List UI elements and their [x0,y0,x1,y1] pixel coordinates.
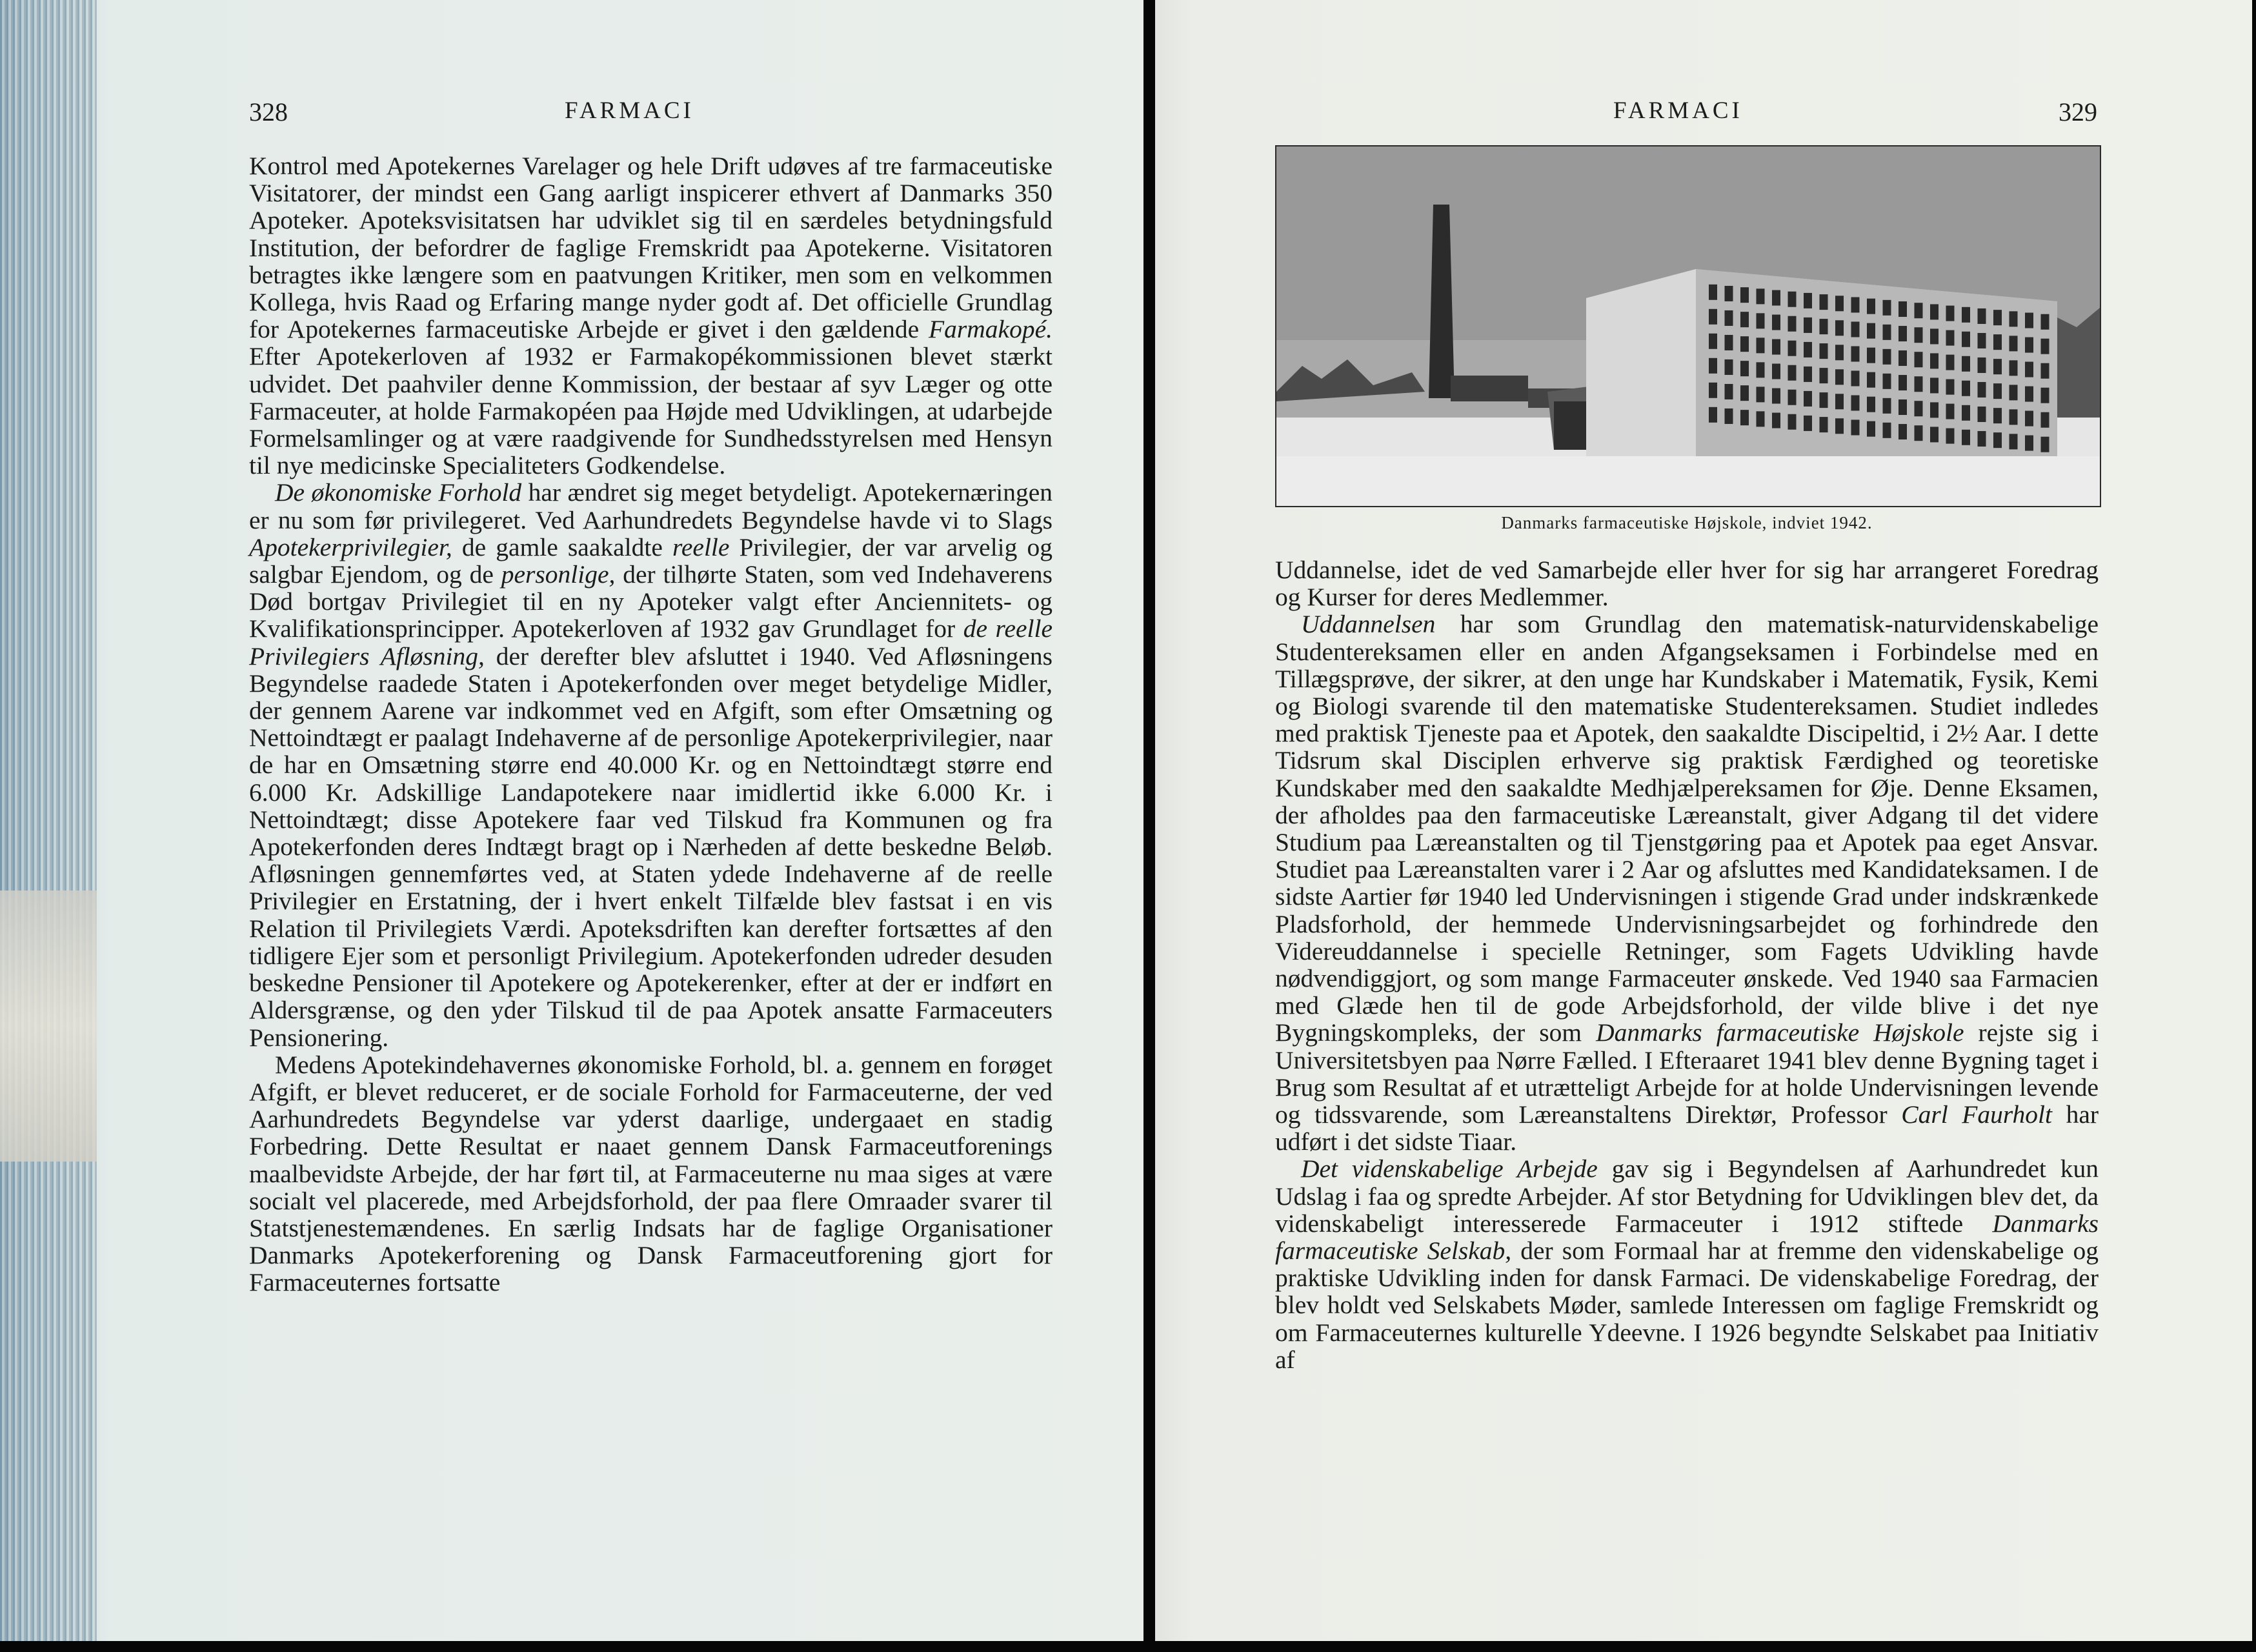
building-window [1867,348,1875,363]
building-window [1788,341,1797,356]
building-window [2041,388,2050,403]
building-window [1788,414,1797,430]
building-window [1709,407,1717,423]
text-run: der derefter blev afsluttet i 1940. Ved Afløsningens Begyndelse raadede Staten i Apotekerfonden over meget betydelige Midler, der gennem Aarene var indkommet ved en Afgift, som efter Omsætning og Nettoindtægt er paalagt Indehaverne af de personlige Apotekerprivilegier, naar de har en Omsætning større end 40.000 Kr. og en Nettoindtægt større end 6.000 Kr. Adskillige Landapotekere naar imidlertid ikke 6.000 Kr. i Nettoindtægt; disse Apotekere faar ved Tilskud fra Kommunen og fra Apotekerfonden deres Indtægt bragt op i Nærheden af dette beskedne Beløb. Afløsningen gennemførtes ved, at Staten ydede Indehaverne af de reelle Privilegier en Erstatning, der i hvert enkelt Tilfælde blev fastsat i en vis Relation til Privilegiets Værdi. Apoteksdriften kan derefter fortsættes af den tidligere Ejer som et personligt Privilegium. Apotekerfonden udreder desuden beskedne Pensioner til Apotekere og Apotekerenker, efter at der er indført en Aldersgrænse, og den yder Tilskud til de paa Apotek ansatte Farmaceuters Pensionering. [249,641,1052,1052]
building-window [2025,436,2033,451]
italic-text-run: Uddannelsen [1301,610,1436,639]
building-window [1725,408,1733,424]
page-edge-band [0,891,97,1162]
building-window [1898,301,1907,317]
italic-text-run: Farmakopé. [929,315,1052,344]
building-window [1915,303,1923,318]
building-window [2009,360,2018,376]
building-window [1883,300,1891,316]
building-window [1867,323,1875,339]
building-window [1709,383,1717,398]
building-window [1757,362,1765,378]
building-window [1804,317,1812,333]
text-run: Medens Apotekindehavernes økonomiske Forhold, bl. a. gennem en forøget Afgift, er blevet reduceret, er de sociale Forhold for Farmaceuterne, der ved Aarhundredets Begyndelse var yderst daarlige, undergaaet en stadig Forbedring. Dette Resultat er naaet gennem Dansk Farmaceutforenings maalbevidste Arbejde, der har ført til, at Farmaceuterne nu maa siges at være socialt vel placerede, med Arbejdsforhold, der paa flere Omraader svarer til Statstjenestemændenes. En særlig Indsats har de faglige Organisationer Danmarks Apotekerforening og Dansk Farmaceutforening gjort for Farmaceuternes fortsatte [249,1050,1052,1297]
building-window [1772,290,1780,306]
building-window [1820,343,1828,359]
building-window [1883,398,1891,414]
building-window [1867,397,1875,412]
building-window [1851,321,1860,337]
building-window [1820,368,1828,383]
building-window [1772,364,1780,379]
building-window [1883,374,1891,389]
building-window [1788,365,1797,381]
building-window [1740,410,1749,425]
building-window [1867,299,1875,314]
building-window [1898,424,1907,439]
building-window [1851,297,1860,312]
building-window [1804,391,1812,407]
building-window [1962,356,1970,372]
building-window [1867,421,1875,437]
building-window [1757,288,1765,304]
text-run: der tilhørte Staten, som ved Indehaverens Død bortgav Privilegiet til en ny Apoteker valgt efter Anciennitets- og Kvalifikationsprincipper. Apotekerloven af 1932 gav Grundlaget for [249,560,1052,643]
paragraph [249,1051,1052,1296]
text-run: Efter Apotekerloven af 1932 er Farmakopékommissionen blevet stærkt udvidet. Det paahviler denne Kommission, der bestaar af syv Læger og otte Farmaceuter, at holde Farmakopéen paa Højde med Udviklingen, at udarbejde Formelsamlinger og at være raadgivende for Sundhedsstyrelsen med Hensyn til nye medicinske Specialiteters Godkendelse. [249,342,1052,480]
italic-text-run: Danmarks farmaceutiske Højskole [1596,1018,1964,1047]
building-window [1993,310,2002,325]
building-window [1725,310,1733,326]
right-page [1155,0,2252,1641]
building-window [2041,363,2050,379]
building-window [2009,409,2018,425]
building-window [1851,370,1860,386]
building-window [2009,385,2018,400]
italic-text-run: Danmarks farmaceutiske Selskab, [1275,1209,2099,1265]
building-window [2041,412,2050,428]
building-window [1915,376,1923,392]
building-window [1962,381,1970,396]
building-window [2025,387,2033,402]
building-window [1757,337,1765,353]
building-window [1978,382,1986,398]
running-head-right: FARMACI [1613,97,1743,124]
italic-text-run: personlige, [501,560,616,589]
text-run: har udført i det sidste Tiaar. [1275,1100,2099,1156]
building-window [1915,401,1923,416]
building-window [1725,384,1733,399]
building-window [1946,355,1955,370]
building-window [1757,387,1765,402]
building-window [1851,346,1860,361]
building-window [1820,319,1828,334]
building-window [1835,296,1844,311]
building-window [1835,369,1844,385]
building-window [1725,335,1733,350]
building-window [1915,327,1923,343]
text-run: Kontrol med Apotekernes Varelager og hele Drift udøves af tre farmaceutiske Visitatorer, der mindst een Gang aarligt inspicerer ethvert af Danmarks 350 Apoteker. Apoteksvisitatsen har udviklet sig til en særdeles betydningsfuld Institution, der befordrer de faglige Fremskridt paa Apotekerne. Visitatoren betragtes ikke længere som en paatvungen Kritiker, men som en velkommen Kollega, hvis Raad og Erfaring mange nyder godt af. Det officielle Grundlag for Apotekernes farmaceutiske Arbejde er givet i den gældende [249,152,1052,344]
building-window [1820,294,1828,310]
building-window [1978,308,1986,324]
building-window [1946,379,1955,395]
building-window [1946,330,1955,346]
building-window [1740,336,1749,352]
building-window [1993,334,2002,350]
building-window [1930,304,1939,319]
building-illustration [1276,146,2100,506]
page-number-right: 329 [2059,97,2097,126]
building-window [1709,334,1717,349]
building-window [1772,388,1780,404]
building-window [2025,337,2033,353]
italic-text-run: Carl Faurholt [1901,1100,2053,1129]
building-window [1709,309,1717,325]
building-window [1930,402,1939,418]
building-window [1772,315,1780,330]
building-window [1772,413,1780,428]
building-window [1740,361,1749,376]
building-window [1993,408,2002,423]
building-window [1835,345,1844,360]
italic-text-run: De økonomiske Forhold [275,478,522,507]
page-edge-stack [0,0,97,1641]
building-window [1835,394,1844,409]
building-window [1898,326,1907,341]
building-window [1978,333,1986,348]
building-window [1740,385,1749,401]
building-window [1804,367,1812,382]
building-window [1757,313,1765,328]
building-photograph [1275,145,2101,507]
italic-text-run: Det videnskabelige Arbejde [1301,1154,1598,1184]
building-window [1725,286,1733,301]
building-window [1962,307,1970,323]
text-run: har som Grundlag den matematisk-naturvidenskabelige Studentereksamen eller en anden Afgangseksamen i Forbindelse med en Tillægsprøve, der sikrer, at den unge har Kundskaber i Matematik, Fysik, Kemi og Biologi svarende til den matematiske Studentereksamen. Studiet indledes med praktisk Tjeneste paa et Apotek, den saakaldte Discipeltid, i 2½ Aar. I dette Tidsrum skal Disciplen erhverve sig praktisk Færdighed og teoretiske Kundskaber med den saakaldte Medhjælpereksamen for Øje. Denne Eksamen, der afholdes paa den farmaceutiske Læreanstalt, giver Adgang til det videre Studium paa Læreanstalten og til Tjenstgøring paa et Apotek paa eget Ansvar. Studiet paa Læreanstalten varer i 2 Aar og afsluttes med Kandidateksamen. I de sidste Aartier før 1940 led Undervisningen i stigende Grad under indskrænkede Pladsforhold, der hemmede Undervisningsarbejdet og forhindrede den Videreuddannelse i specielle Retninger, som Fagets Udvikling havde nødvendiggjort, og som mange Farmaceuter ønskede. Ved 1940 saa Farmacien med Glæde hen til de gode Arbejdsforhold, der vilde blive i det nye Bygningskompleks, der som [1275,610,2099,1047]
text-run: rejste sig i Universitetsbyen paa Nørre Fælled. I Efteraaret 1941 blev denne Bygning taget i Brug som Resultat af et utrætteligt Arbejde for at holde Undervisningen levende og tidssvarende, som Læreanstaltens Direktør, Professor [1275,1018,2099,1129]
paragraph [1275,556,2099,610]
building-window [1851,395,1860,410]
building-window [1946,404,1955,419]
building-window [1962,430,1970,445]
building-window [1962,332,1970,347]
building-window [1740,312,1749,327]
italic-text-run: Apotekerprivilegier, [249,532,452,561]
building-window [1898,399,1907,415]
building-window [1740,287,1749,303]
building-window [1978,358,1986,373]
running-head-left: FARMACI [565,97,694,124]
building-window [2009,434,2018,449]
building-window [2041,339,2050,354]
building-window [1993,383,2002,399]
building-window [1835,418,1844,434]
building-window [1978,407,1986,422]
building-window [1978,431,1986,447]
building-window [2025,362,2033,378]
paragraph [249,479,1052,1051]
building-window [1883,349,1891,365]
building-window [1993,432,2002,448]
building-window [1898,350,1907,366]
text-run: har ændret sig meget betydeligt. Apotekernæringen er nu som før privilegeret. Ved Aarhundredets Begyndelse havde vi to Slags [249,478,1052,534]
building-window [1946,428,1955,444]
building-window [1867,372,1875,388]
italic-text-run: reelle [672,532,730,561]
building-window [1788,292,1797,307]
building-window [1772,339,1780,355]
text-run: Uddannelse, idet de ved Samarbejde eller hver for sig har arrangeret Foredrag og Kurser for deres Medlemmer. [1275,556,2099,612]
building-window [2041,314,2050,330]
text-run: Privilegier, der var arvelig og salgbar Ejendom, og de [249,532,1052,589]
building-window [2025,313,2033,328]
building-window [1804,416,1812,431]
building-window [1915,352,1923,367]
building-window [1930,328,1939,344]
building-window [2009,336,2018,351]
building-window [2025,411,2033,427]
building-window [1709,358,1717,374]
building-window [1788,316,1797,332]
left-body-text [249,152,1052,1296]
text-run: de gamle saakaldte [452,532,672,561]
figure-caption: Danmarks farmaceutiske Højskole, indviet 1942. [1501,513,1873,532]
building-window [1898,375,1907,390]
building-window [1820,392,1828,408]
building-window [1930,427,1939,442]
building-window [1930,353,1939,368]
building-window [1725,359,1733,375]
building-window [1915,425,1923,441]
building-window [1788,390,1797,405]
building-window [1883,423,1891,438]
right-body-text [1275,556,2099,1373]
building-window [2009,311,2018,327]
building-window [1851,419,1860,435]
building-window [1993,359,2002,374]
building-window [1804,293,1812,308]
paragraph [1275,1155,2099,1373]
building-window [1820,417,1828,432]
italic-text-run: de reelle Privilegiers Afløsning, [249,614,1052,670]
building-window [1835,320,1844,336]
building-window [1946,306,1955,321]
building-window [1930,378,1939,393]
text-run: gav sig i Begyndelsen af Aarhundredet kun Udslag i faa og spredte Arbejder. Af stor Betydning for Udviklingen blev det, da videnskabeligt interesserede Farmaceuter i 1912 stiftede [1275,1154,2099,1238]
building-window [1709,285,1717,300]
building-window [1757,411,1765,427]
building-window [2041,437,2050,452]
page-number-left: 328 [249,97,288,126]
paragraph [249,152,1052,479]
building-window [1962,405,1970,421]
text-run: der som Formaal har at fremme den videnskabelige og praktiske Udvikling inden for dansk Farmaci. De videnskabelige Foredrag, der blev holdt ved Selskabets Møder, samlede Interessen om faglige Fremskridt og om Farmaceuternes kulturelle Ydeevne. I 1926 begyndte Selskabet paa Initiativ af [1275,1236,2099,1374]
paragraph [1275,610,2099,1155]
building-window [1883,325,1891,340]
building-window [1804,342,1812,358]
